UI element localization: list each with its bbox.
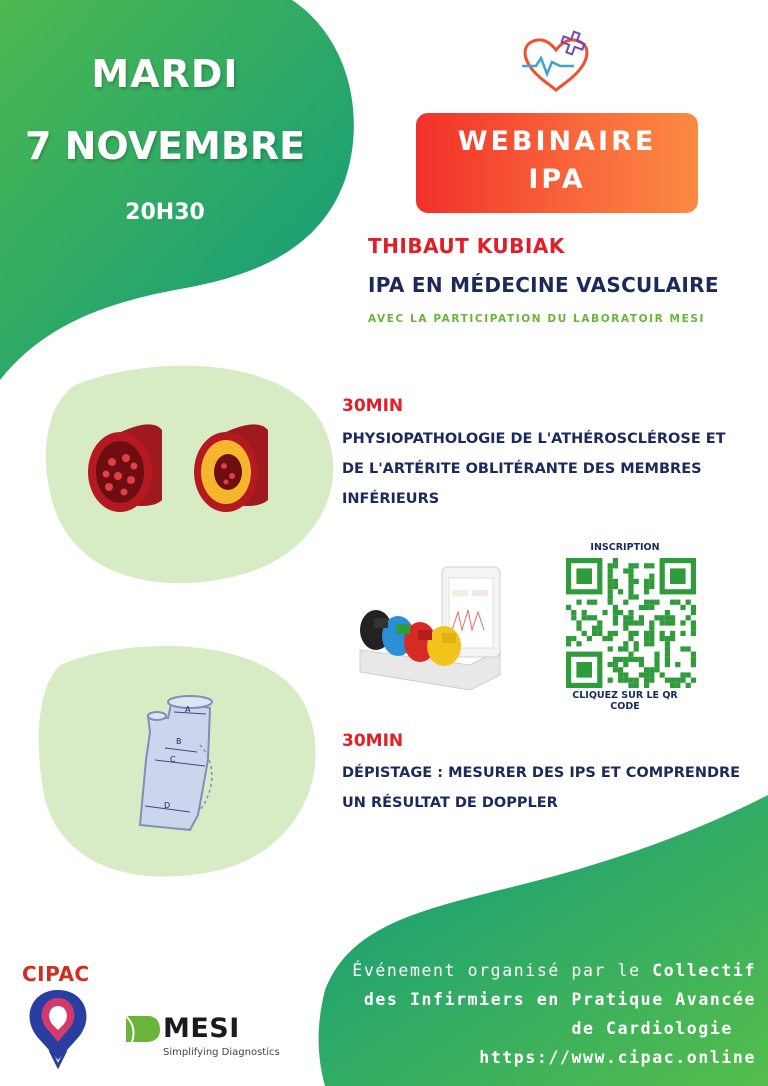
qr-module	[686, 615, 691, 620]
qr-module	[623, 626, 628, 631]
qr-module	[654, 652, 659, 657]
qr-module	[613, 584, 618, 589]
qr-module	[597, 620, 602, 625]
qr-module	[571, 615, 576, 620]
qr-module	[628, 631, 633, 636]
qr-module	[608, 579, 613, 584]
diagram-label-a: A	[185, 705, 191, 714]
heart-pulse-icon	[522, 29, 587, 90]
footer-org-line2: des Infirmiers en Pratique Avancée	[363, 990, 756, 1009]
qr-module	[628, 574, 633, 579]
qr-module	[644, 672, 649, 677]
qr-module	[613, 563, 618, 568]
qr-module	[608, 600, 613, 605]
qr-module	[613, 631, 618, 636]
qr-module	[628, 683, 633, 688]
qr-module	[587, 636, 592, 641]
footer-org-line3: de Cardiologie	[571, 1019, 733, 1038]
qr-module	[670, 615, 675, 620]
qr-module	[618, 667, 623, 672]
qr-module	[680, 631, 685, 636]
qr-module	[691, 610, 696, 615]
speaker-role: IPA EN MÉDECINE VASCULAIRE	[368, 273, 719, 297]
qr-module	[571, 610, 576, 615]
diagram-label-b: B	[176, 737, 182, 746]
qr-module	[608, 646, 613, 651]
footer-prefix: Événement organisé par le	[352, 961, 641, 980]
qr-module	[665, 641, 670, 646]
qr-module	[634, 594, 639, 599]
qr-module	[649, 620, 654, 625]
qr-module	[628, 657, 633, 662]
qr-module	[608, 678, 613, 683]
cipac-logo-emblem	[30, 990, 87, 1066]
qr-module	[628, 589, 633, 594]
qr-module	[680, 672, 685, 677]
footer-url-link[interactable]: https://www.cipac.online	[479, 1048, 756, 1067]
qr-module	[639, 657, 644, 662]
qr-module	[613, 605, 618, 610]
qr-module	[665, 620, 670, 625]
qr-module	[592, 631, 597, 636]
qr-module	[649, 600, 654, 605]
qr-module	[634, 683, 639, 688]
qr-module	[691, 620, 696, 625]
qr-module	[639, 620, 644, 625]
qr-module	[608, 563, 613, 568]
qr-module	[592, 626, 597, 631]
qr-module	[649, 574, 654, 579]
qr-module	[675, 600, 680, 605]
session-1-duration: 30MIN	[342, 396, 404, 416]
qr-module	[628, 594, 633, 599]
qr-module	[582, 610, 587, 615]
qr-module	[691, 605, 696, 610]
qr-module	[628, 563, 633, 568]
qr-module	[613, 615, 618, 620]
event-time: 20H30	[125, 200, 205, 225]
event-day: MARDI	[91, 52, 239, 96]
qr-module	[623, 600, 628, 605]
qr-module	[660, 615, 665, 620]
qr-module	[602, 610, 607, 615]
qr-bottom-label[interactable]: CLIQUEZ SUR LE QR CODE	[572, 690, 678, 712]
qr-module	[608, 589, 613, 594]
qr-module	[576, 662, 592, 678]
qr-module	[660, 620, 665, 625]
qr-module	[670, 678, 675, 683]
qr-module	[628, 584, 633, 589]
qr-module	[639, 615, 644, 620]
qr-module	[691, 631, 696, 636]
qr-module	[675, 683, 680, 688]
qr-code-graphic	[563, 555, 699, 691]
qr-module	[644, 605, 649, 610]
qr-module	[608, 568, 613, 573]
qr-module	[613, 662, 618, 667]
qr-module	[644, 667, 649, 672]
qr-module	[644, 589, 649, 594]
qr-module	[618, 610, 623, 615]
qr-module	[618, 589, 623, 594]
diagram-label-c: C	[170, 755, 176, 764]
qr-module	[644, 631, 649, 636]
qr-module	[623, 620, 628, 625]
qr-module	[602, 636, 607, 641]
session-2-line: DÉPISTAGE : MESURER DES IPS ET COMPRENDRE	[342, 765, 741, 781]
qr-module	[644, 678, 649, 683]
qr-module	[644, 636, 649, 641]
qr-module	[634, 631, 639, 636]
qr-module	[566, 636, 571, 641]
qr-module	[686, 646, 691, 651]
mesi-device-illustration	[360, 567, 500, 690]
qr-module	[665, 662, 670, 667]
session-1-line: PHYSIOPATHOLOGIE DE L'ATHÉROSCLÉROSE ET	[342, 431, 726, 447]
qr-module	[665, 646, 670, 651]
qr-module	[649, 605, 654, 610]
qr-module	[571, 636, 576, 641]
qr-module	[639, 605, 644, 610]
qr-module	[665, 636, 670, 641]
session-2-duration: 30MIN	[342, 731, 404, 751]
qr-module	[576, 641, 581, 646]
qr-module	[623, 662, 628, 667]
qr-module	[691, 662, 696, 667]
qr-module	[608, 631, 613, 636]
qr-module	[686, 683, 691, 688]
qr-module	[660, 631, 665, 636]
qr-module	[613, 620, 618, 625]
qr-module	[628, 615, 633, 620]
webinaire-title-box	[416, 113, 698, 213]
qr-module	[608, 662, 613, 667]
qr-module	[649, 672, 654, 677]
qr-module	[623, 672, 628, 677]
qr-module	[608, 636, 613, 641]
qr-module	[566, 641, 571, 646]
session-2-title	[342, 758, 742, 818]
event-date: 7 NOVEMBRE	[24, 124, 306, 168]
qr-top-label: INSCRIPTION	[590, 542, 660, 553]
qr-module	[623, 641, 628, 646]
mesi-logo-leaf	[126, 1016, 160, 1042]
diagram-label-d: D	[164, 801, 171, 810]
qr-module	[670, 620, 675, 625]
qr-module	[649, 667, 654, 672]
qr-module	[660, 636, 665, 641]
qr-module	[587, 600, 592, 605]
qr-module	[628, 620, 633, 625]
session-2-line: UN RÉSULTAT DE DOPPLER	[342, 795, 558, 811]
qr-module	[639, 672, 644, 677]
qr-module	[691, 652, 696, 657]
qr-module	[654, 600, 659, 605]
qr-module	[576, 600, 581, 605]
qr-module	[587, 615, 592, 620]
qr-module	[644, 579, 649, 584]
qr-module	[597, 626, 602, 631]
qr-module	[628, 568, 633, 573]
qr-module	[618, 678, 623, 683]
qr-module	[686, 672, 691, 677]
qr-module	[649, 631, 654, 636]
qr-module	[623, 615, 628, 620]
qr-module	[634, 678, 639, 683]
qr-module	[675, 678, 680, 683]
mesi-tagline: Simplifying Diagnostics	[163, 1047, 280, 1058]
qr-module	[613, 558, 618, 563]
qr-module	[634, 641, 639, 646]
qr-module	[613, 667, 618, 672]
session-1-line: INFÉRIEURS	[342, 491, 440, 507]
qr-module	[576, 626, 581, 631]
qr-module	[680, 678, 685, 683]
qr-module	[623, 568, 628, 573]
qr-module	[628, 678, 633, 683]
qr-module	[670, 631, 675, 636]
qr-module	[613, 610, 618, 615]
qr-module	[613, 657, 618, 662]
qr-module	[634, 579, 639, 584]
qr-module	[691, 626, 696, 631]
qr-module	[623, 657, 628, 662]
qr-module	[608, 574, 613, 579]
qr-module	[670, 600, 675, 605]
qr-module	[623, 646, 628, 651]
qr-module	[649, 641, 654, 646]
qr-module	[654, 662, 659, 667]
session-1-title	[342, 424, 742, 514]
qr-module	[665, 610, 670, 615]
qr-module	[680, 646, 685, 651]
qr-module	[654, 657, 659, 662]
qr-module	[597, 631, 602, 636]
qr-module	[680, 620, 685, 625]
qr-module	[628, 652, 633, 657]
qr-module	[670, 683, 675, 688]
footer-org-line1: Collectif	[652, 961, 756, 980]
qr-module	[623, 678, 628, 683]
qr-module	[665, 678, 670, 683]
qr-module	[639, 662, 644, 667]
qr-module	[576, 568, 592, 584]
partner-note: AVEC LA PARTICIPATION DU LABORATOIR MESI	[368, 313, 706, 325]
qr-module	[608, 594, 613, 599]
qr-module	[634, 646, 639, 651]
qr-module	[628, 610, 633, 615]
qr-module	[634, 620, 639, 625]
qr-module	[670, 636, 675, 641]
footer-organizer-text	[336, 956, 756, 1072]
qr-module	[680, 605, 685, 610]
qr-module	[576, 620, 581, 625]
qr-module	[654, 667, 659, 672]
qr-module	[628, 579, 633, 584]
qr-module	[691, 657, 696, 662]
qr-module	[660, 672, 665, 677]
event-type-line1: WEBINAIRE	[457, 126, 657, 157]
session-1-line: DE L'ARTÉRITE OBLITÉRANTE DES MEMBRES	[342, 461, 702, 477]
qr-module	[608, 584, 613, 589]
qr-module	[618, 672, 623, 677]
qr-module	[644, 563, 649, 568]
qr-module	[670, 568, 686, 584]
qr-module	[634, 563, 639, 568]
qr-module	[665, 615, 670, 620]
qr-module	[644, 584, 649, 589]
qr-module	[665, 657, 670, 662]
qr-module	[675, 662, 680, 667]
qr-module	[649, 579, 654, 584]
qr-module	[665, 652, 670, 657]
qr-module	[644, 641, 649, 646]
speaker-name: THIBAUT KUBIAK	[368, 234, 565, 258]
qr-module	[566, 605, 571, 610]
qr-module	[654, 615, 659, 620]
qr-module	[644, 683, 649, 688]
qr-module	[592, 600, 597, 605]
qr-module	[613, 579, 618, 584]
event-type-line2: IPA	[528, 164, 586, 195]
qr-module	[686, 600, 691, 605]
qr-module	[649, 678, 654, 683]
qr-module	[582, 615, 587, 620]
qr-module	[649, 636, 654, 641]
qr-module	[592, 615, 597, 620]
qr-module	[644, 600, 649, 605]
cipac-logo-text: CIPAC	[22, 962, 90, 986]
qr-module	[691, 678, 696, 683]
qr-module	[649, 563, 654, 568]
qr-module	[582, 631, 587, 636]
qr-module	[649, 626, 654, 631]
qr-module	[618, 657, 623, 662]
qr-module	[649, 584, 654, 589]
qr-module	[634, 657, 639, 662]
qr-module	[618, 646, 623, 651]
mesi-logo-text: MESI	[163, 1013, 240, 1044]
qr-module	[628, 636, 633, 641]
